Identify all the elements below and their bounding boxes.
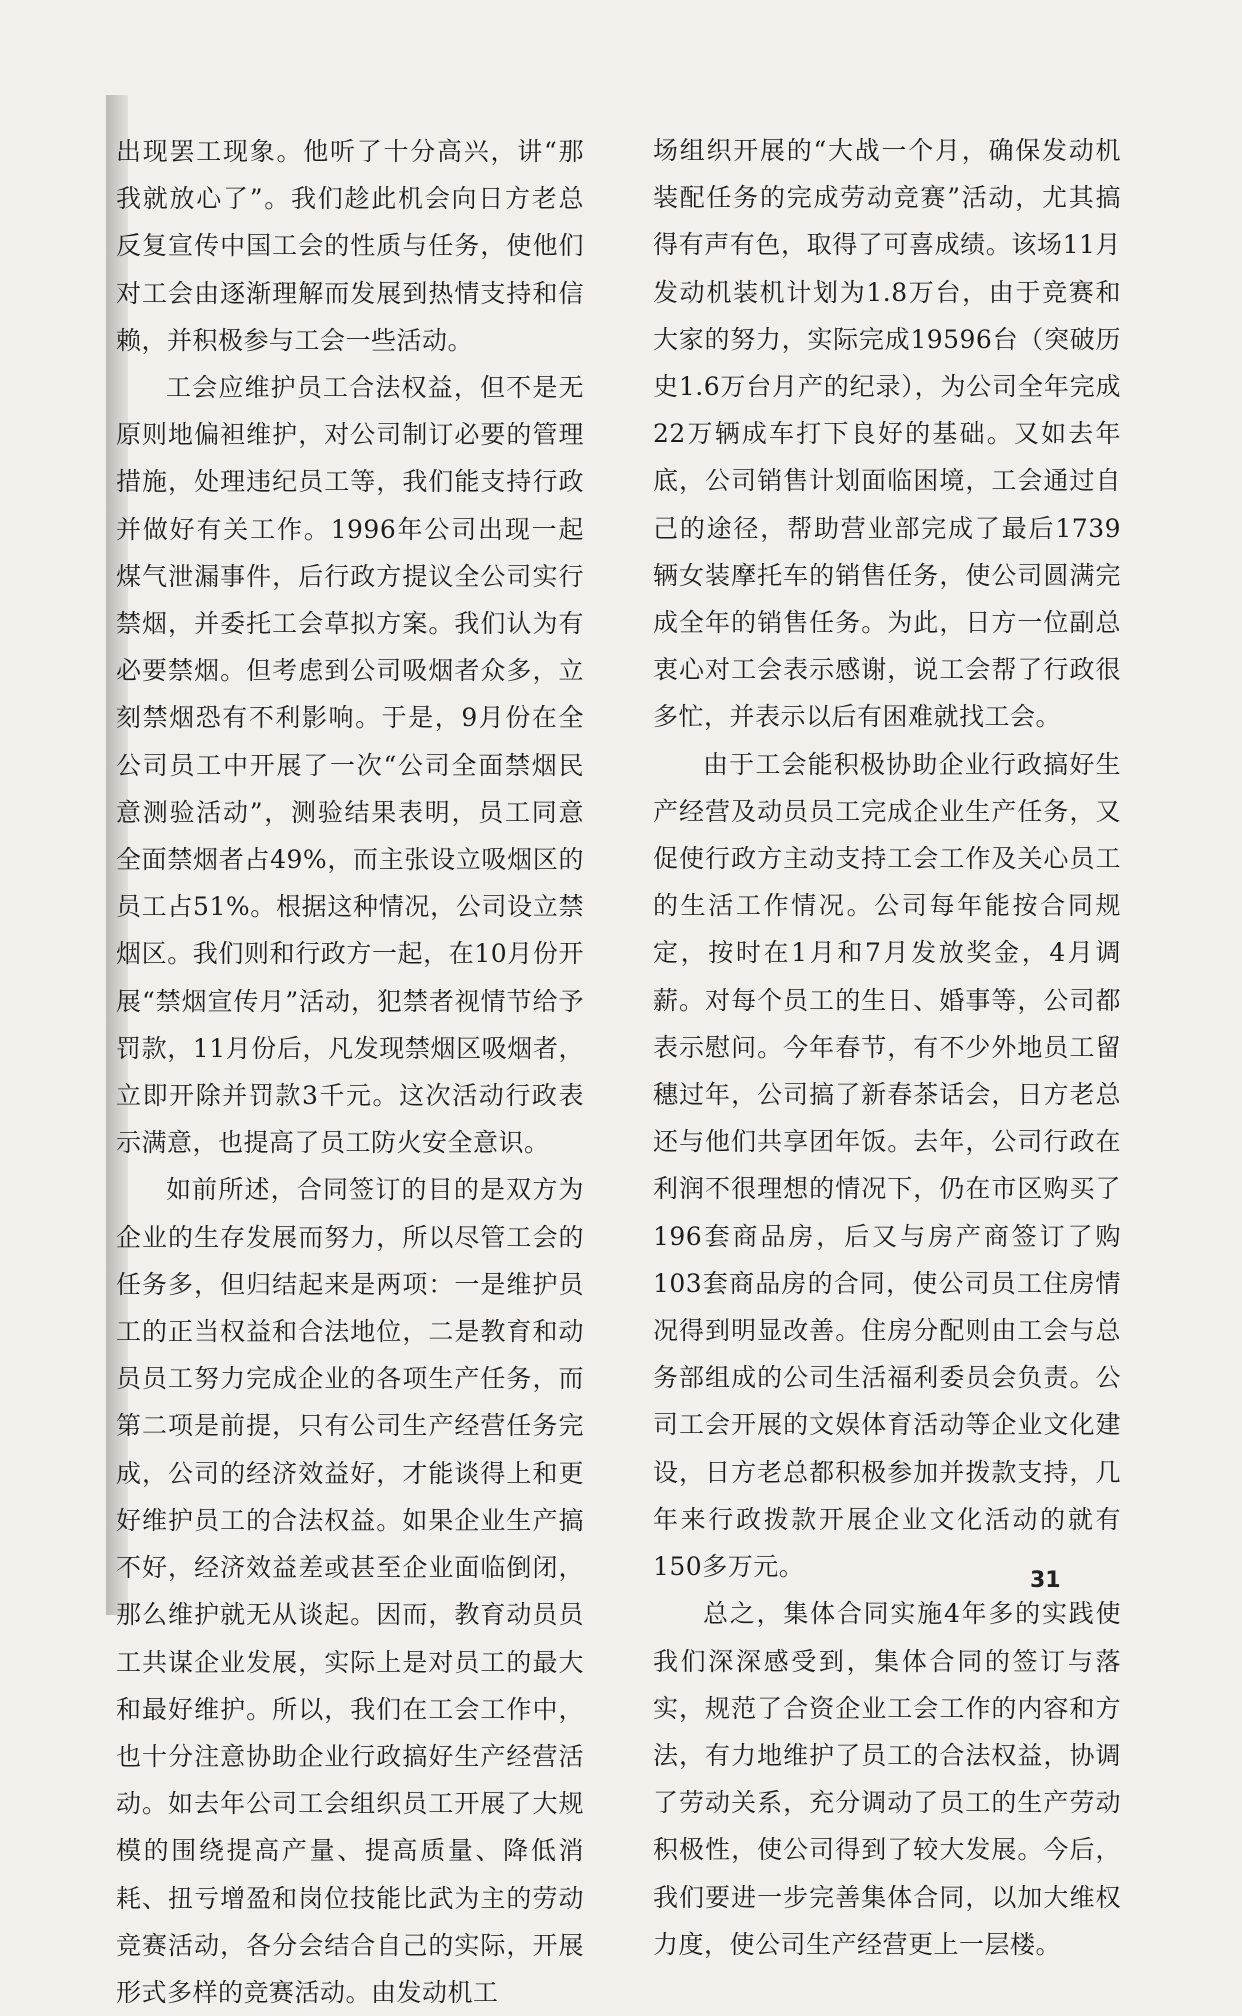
paragraph: 由于工会能积极协助企业行政搞好生产经营及动员员工完成企业生产任务，又促使行政方主动支持工会工作及关心员工的生活工作情况。公司每年能按合同规定，按时在1月和7月发放奖金，4月调薪。对每个员工的生日、婚事等，公司都表示慰问。今年春节，有不少外地员工留穗过年，公司搞了新春茶话会，日方老总还与他们共享团年饭。去年，公司行政在利润不很理想的情况下，仍在市区购买了196套商品房，后又与房产商签订了购103套商品房的合同，使公司员工住房情况得到明显改善。住房分配则由工会与总务部组成的公司生活福利委员会负责。公司工会开展的文娱体育活动等企业文化建设，日方老总都积极参加并拨款支持，几年来行政拨款开展企业文化活动的就有150多万元。 bbox=[653, 749, 1121, 1582]
paragraph: 总之，集体合同实施4年多的实践使我们深深感受到，集体合同的签订与落实，规范了合资企业工会工作的内容和方法，有力地维护了员工的合法权益，协调了劳动关系，充分调动了员工的生产劳动积极性，使公司得到了较大发展。今后，我们要进一步完善集体合同，以加大维权力度，使公司生产经营更上一层楼。 bbox=[653, 1599, 1121, 1959]
paragraph: 出现罢工现象。他听了十分高兴，讲“那我就放心了”。我们趁此机会向日方老总反复宣传中国工会的性质与任务，使他们对工会由逐渐理解而发展到热情支持和信赖，并积极参与工会一些活动。 bbox=[116, 137, 584, 355]
left-text-column bbox=[116, 128, 584, 2016]
paragraph: 工会应维护员工合法权益，但不是无原则地偏袒维护，对公司制订必要的管理措施，处理违纪员工等，我们能支持行政并做好有关工作。1996年公司出现一起煤气泄漏事件，后行政方提议全公司实行禁烟，并委托工会草拟方案。我们认为有必要禁烟。但考虑到公司吸烟者众多，立刻禁烟恐有不利影响。于是，9月份在全公司员工中开展了一次“公司全面禁烟民意测验活动”，测验结果表明，员工同意全面禁烟者占49%，而主张设立吸烟区的员工占51%。根据这种情况，公司设立禁烟区。我们则和行政方一起，在10月份开展“禁烟宣传月”活动，犯禁者视情节给予罚款，11月份后，凡发现禁烟区吸烟者，立即开除并罚款3千元。这次活动行政表示满意，也提高了员工防火安全意识。 bbox=[116, 373, 584, 1158]
page-number: 31 bbox=[1030, 1568, 1061, 1593]
paragraph: 如前所述，合同签订的目的是双方为企业的生存发展而努力，所以尽管工会的任务多，但归结起来是两项：一是维护员工的正当权益和合法地位，二是教育和动员员工努力完成企业的各项生产任务，而第二项是前提，只有公司生产经营任务完成，公司的经济效益好，才能谈得上和更好维护员工的合法权益。如果企业生产搞不好，经济效益差或甚至企业面临倒闭，那么维护就无从谈起。因而，教育动员员工共谋企业发展，实际上是对员工的最大和最好维护。所以，我们在工会工作中，也十分注意协助企业行政搞好生产经营活动。如去年公司工会组织员工开展了大规模的围绕提高产量、提高质量、降低消耗、扭亏增盈和岗位技能比武为主的劳动竞赛活动，各分会结合自己的实际，开展形式多样的竞赛活动。由发动机工 bbox=[116, 1175, 584, 2007]
right-text-column bbox=[653, 127, 1121, 1968]
paragraph: 场组织开展的“大战一个月，确保发动机装配任务的完成劳动竞赛”活动，尤其搞得有声有色，取得了可喜成绩。该场11月发动机装机计划为1.8万台，由于竞赛和大家的努力，实际完成19596台（突破历史1.6万台月产的纪录），为公司全年完成22万辆成车打下良好的基础。又如去年底，公司销售计划面临困境，工会通过自己的途径，帮助营业部完成了最后1739辆女装摩托车的销售任务，使公司圆满完成全年的销售任务。为此，日方一位副总衷心对工会表示感谢，说工会帮了行政很多忙，并表示以后有困难就找工会。 bbox=[653, 136, 1121, 732]
